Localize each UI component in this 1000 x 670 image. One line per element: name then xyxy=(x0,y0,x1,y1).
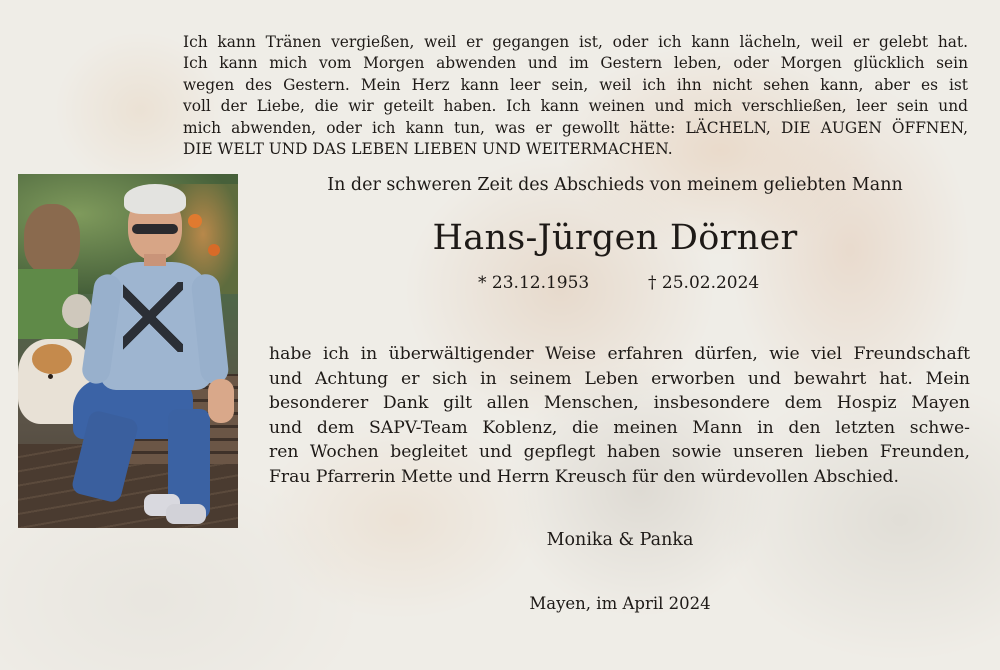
thanks-text xyxy=(269,342,970,490)
place-date: Mayen, im April 2024 xyxy=(529,594,711,613)
poem-line: wegen des Gestern. Mein Herz kann leer sein, weil ich ihn nicht sehen kann, aber es ist xyxy=(183,75,968,94)
thanks-line: habe ich in überwältigender Weise erfahren dürfen, wie viel Freundschaft xyxy=(269,344,970,364)
poem-line: DIE WELT UND DAS LEBEN LIEBEN UND WEITERMACHEN. xyxy=(183,140,673,159)
thanks-line: ren Wochen begleitet und gepflegt haben sowie unseren lieben Freunden, xyxy=(269,442,970,463)
deceased-name: Hans-Jürgen Dörner xyxy=(432,218,798,258)
poem-line: Ich kann mich vom Morgen abwenden und im Gestern leben, oder Morgen glücklich sein xyxy=(183,54,968,73)
thanks-line: besonderer Dank gilt allen Menschen, insbesondere dem Hospiz Mayen xyxy=(269,393,970,414)
signature: Monika & Panka xyxy=(546,530,694,550)
intro-line: In der schweren Zeit des Abschieds von meinem geliebten Mann xyxy=(327,175,903,195)
thanks-line: und Achtung er sich in seinem Leben erworben und bewahrt hat. Mein xyxy=(269,368,970,389)
poem-line: mich abwenden, oder ich kann tun, was er gewollt hätte: LÄCHELN, DIE AUGEN ÖFFNEN, xyxy=(183,118,968,137)
poem-line: voll der Liebe, die wir geteilt haben. Ich kann weinen und mich verschließen, leer sein und xyxy=(183,97,968,116)
poem-text xyxy=(183,32,968,160)
thanks-line: Frau Pfarrerin Mette und Herrn Kreusch für den würdevollen Abschied. xyxy=(269,466,899,487)
birth-date: * 23.12.1953 xyxy=(478,273,590,293)
portrait-photo xyxy=(18,174,238,528)
poem-line: Ich kann Tränen vergießen, weil er gegangen ist, oder ich kann lächeln, weil er gelebt hat. xyxy=(183,33,968,51)
thanks-line: und dem SAPV-Team Koblenz, die meinen Mann in den letzten schwe- xyxy=(269,417,970,438)
death-date: † 25.02.2024 xyxy=(648,273,760,293)
